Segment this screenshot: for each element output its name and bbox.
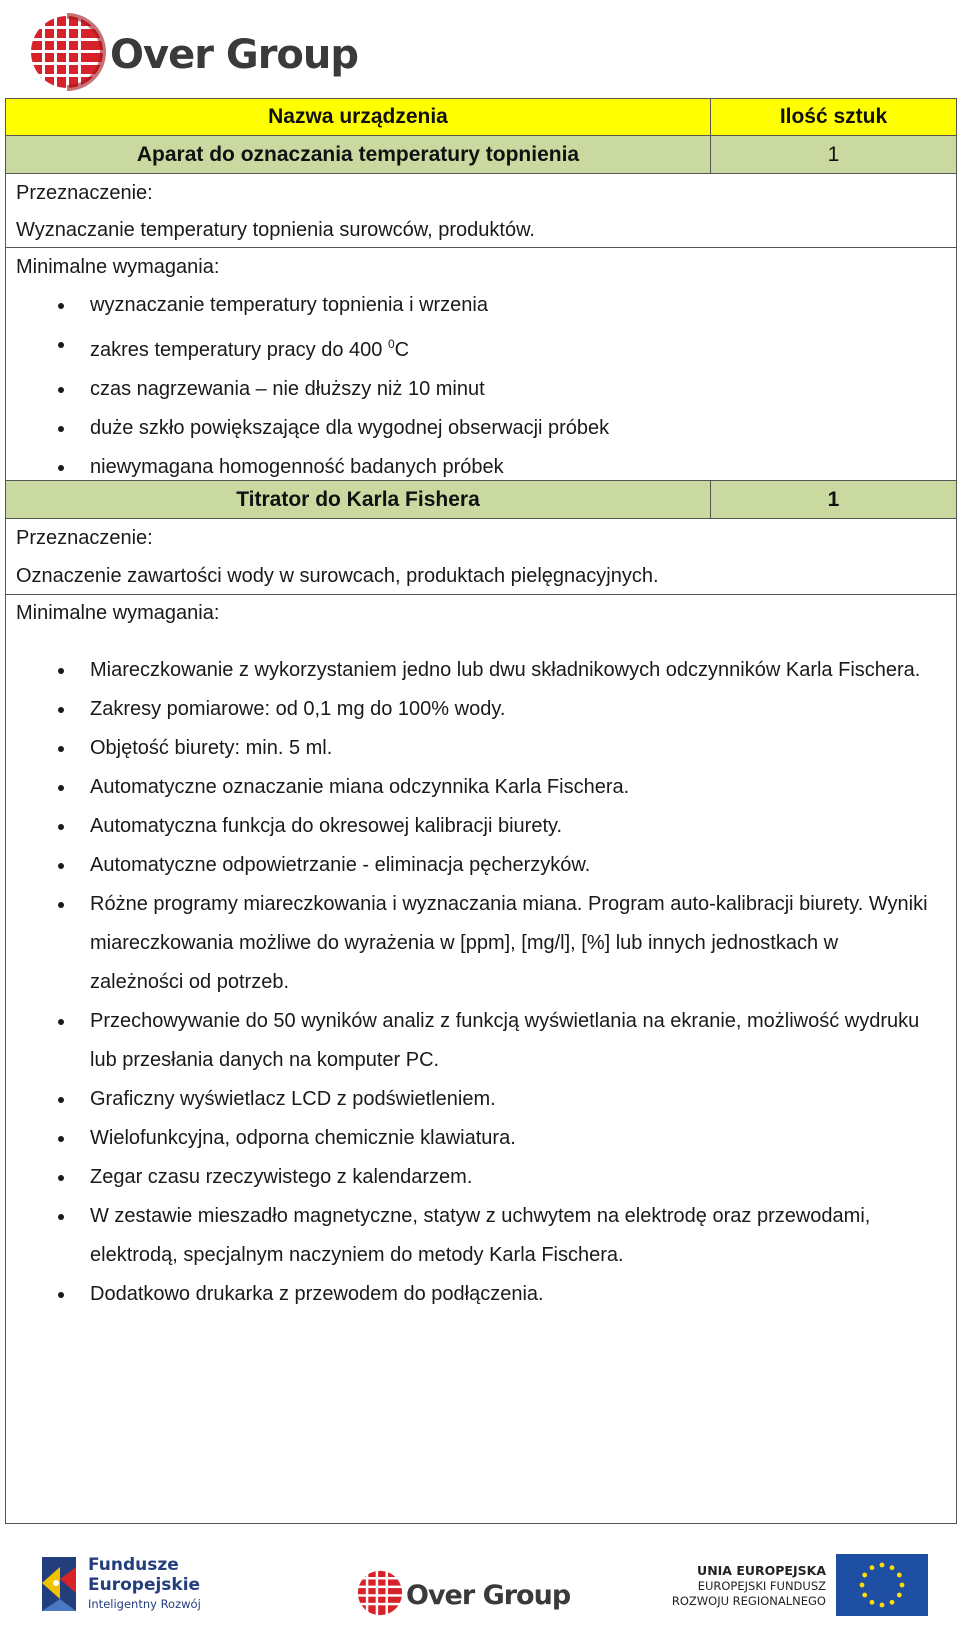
- list-item-text: zakres temperatury pracy do 400: [90, 339, 383, 361]
- list-item: Objętość biurety: min. 5 ml.: [6, 729, 956, 768]
- list-item: Miareczkowanie z wykorzystaniem jedno lub dwu składnikowych odczynników Karla Fischera.: [6, 651, 956, 690]
- eu-star-icon: [890, 1565, 895, 1570]
- eu-star-icon: [860, 1583, 865, 1588]
- list-item: W zestawie mieszadło magnetyczne, statyw z uchwytem na elektrodę oraz przewodami, elektrodą, specjalnym naczyniem do metody Karla Fischera.: [6, 1197, 956, 1275]
- fundusze-europejskie-logo: [36, 1548, 256, 1620]
- list-item: czas nagrzewania – nie dłuższy niż 10 minut: [6, 370, 956, 409]
- device-1-purpose-block: [6, 174, 956, 248]
- eu-flag-icon: [836, 1554, 928, 1616]
- over-group-sphere-icon: [356, 1565, 404, 1621]
- col-header-qty: Ilość sztuk: [710, 99, 956, 135]
- list-item: Automatyczne oznaczanie miana odczynnika Karla Fischera.: [6, 768, 956, 807]
- list-item: niewymagana homogenność badanych próbek: [6, 448, 956, 487]
- eu-line-1: UNIA EUROPEJSKA: [697, 1562, 826, 1578]
- fe-line-3: Inteligentny Rozwój: [88, 1597, 201, 1611]
- list-item: Zakresy pomiarowe: od 0,1 mg do 100% wody.: [6, 690, 956, 729]
- eu-logo: [652, 1550, 932, 1620]
- eu-star-icon: [870, 1600, 875, 1605]
- col-header-name: Nazwa urządzenia: [6, 99, 710, 135]
- eu-star-icon: [890, 1600, 895, 1605]
- temperature-unit: C: [394, 339, 410, 361]
- eu-star-icon: [900, 1583, 905, 1588]
- device-1-requirements-block: [6, 248, 956, 481]
- eu-star-icon: [862, 1573, 867, 1578]
- eu-line-3: ROZWOJU REGIONALNEGO: [671, 1593, 826, 1608]
- list-item: Automatyczna funkcja do okresowej kalibracji biurety.: [6, 807, 956, 846]
- device-row-2: [6, 481, 956, 519]
- device-1-name: Aparat do oznaczania temperatury topnienia: [6, 136, 710, 173]
- eu-star-icon: [870, 1565, 875, 1570]
- fe-line-1: Fundusze: [88, 1555, 179, 1575]
- fe-line-2: Europejskie: [88, 1575, 201, 1595]
- footer-brand-name: Over Group: [406, 1579, 571, 1611]
- requirements-label: Minimalne wymagania:: [16, 602, 220, 624]
- eu-star-icon: [880, 1603, 885, 1608]
- list-item: Dodatkowo drukarka z przewodem do podłączenia.: [6, 1275, 956, 1314]
- eu-star-icon: [862, 1593, 867, 1598]
- purpose-text: Oznaczenie zawartości wody w surowcach, produktach pielęgnacyjnych.: [16, 565, 659, 587]
- table-header-row: [6, 99, 956, 136]
- list-item: wyznaczanie temperatury topnienia i wrzenia: [6, 286, 956, 325]
- eu-star-icon: [880, 1563, 885, 1568]
- fundusze-europejskie-emblem-icon: [36, 1553, 82, 1615]
- purpose-text: Wyznaczanie temperatury topnienia surowców, produktów.: [16, 219, 535, 241]
- brand-name: Over Group: [110, 32, 359, 78]
- purpose-label: Przeznaczenie:: [16, 182, 153, 204]
- header-logo: [28, 4, 388, 100]
- list-item: Różne programy miareczkowania i wyznaczania miana. Program auto-kalibracji biurety. Wyniki miareczkowania możliwe do wyrażenia w [ppm], [mg/l], [%] lub innych jednostkach w zależności od potrzeb.: [6, 885, 956, 1002]
- list-item: Graficzny wyświetlacz LCD z podświetleniem.: [6, 1080, 956, 1119]
- over-group-sphere-icon: [28, 8, 106, 96]
- list-item: Zegar czasu rzeczywistego z kalendarzem.: [6, 1158, 956, 1197]
- device-2-qty: 1: [710, 481, 956, 518]
- list-item: Przechowywanie do 50 wyników analiz z funkcją wyświetlania na ekranie, możliwość wydruku lub przesłania danych na komputer PC.: [6, 1002, 956, 1080]
- list-item: Wielofunkcyjna, odporna chemicznie klawiatura.: [6, 1119, 956, 1158]
- degree-superscript: 0: [387, 337, 395, 351]
- equipment-table: [5, 98, 957, 1524]
- device-2-requirements-list: [6, 651, 956, 1314]
- eu-star-icon: [897, 1593, 902, 1598]
- device-row-1: [6, 136, 956, 174]
- footer: [0, 1530, 960, 1630]
- device-1-qty: 1: [710, 136, 956, 173]
- purpose-label: Przeznaczenie:: [16, 527, 153, 549]
- device-1-requirements-list: [6, 286, 956, 487]
- list-item: Automatyczne odpowietrzanie - eliminacja pęcherzyków.: [6, 846, 956, 885]
- list-item: [6, 325, 956, 370]
- eu-star-icon: [897, 1573, 902, 1578]
- requirements-label: Minimalne wymagania:: [16, 256, 220, 278]
- device-2-name: Titrator do Karla Fishera: [6, 481, 710, 518]
- eu-line-2: EUROPEJSKI FUNDUSZ: [697, 1578, 826, 1593]
- device-2-purpose-block: [6, 519, 956, 595]
- footer-over-group-logo: [356, 1558, 576, 1628]
- device-2-requirements-block: [6, 595, 956, 1523]
- list-item: duże szkło powiększające dla wygodnej obserwacji próbek: [6, 409, 956, 448]
